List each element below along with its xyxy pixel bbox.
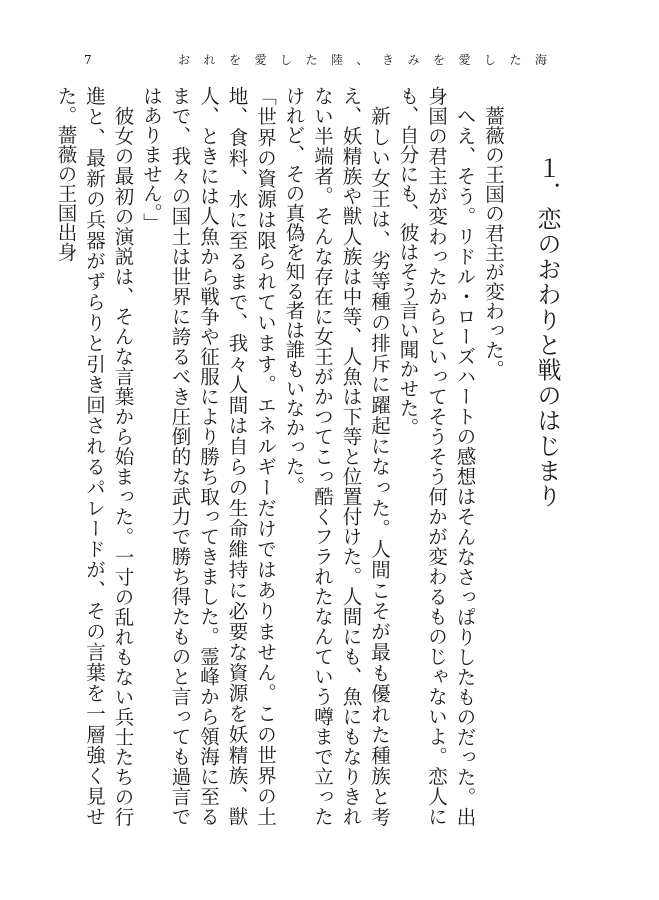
paragraph: 薔薇の王国の君主が変わった。 xyxy=(482,105,505,379)
page-number: 7 xyxy=(84,53,92,67)
paragraph-quote: 「世界の資源は限られています。エネルギーだけではありません。この世界の土地、食料、水に至るまで、我々人間は自らの生命維持に必要な資源を妖精族、獣人、ときには人魚から戦争や征服により勝ち取ってきました。霊峰から領海に至るまで、我々の国土は世界に誇るべき圧倒的な武力で勝ち得たものと言っても過言ではありません。」 xyxy=(140,86,277,826)
paragraph: 新しい女王は、劣等種の排斥に躍起になった。人間こそが最も優れた種族と考え、妖精族や獣人族は中等、人魚は下等と位置付けた。人間にも、魚にもなりきれない半端者。そんな存在に女王がかつてこっ酷くフラれたなんていう噂まで立ったけれど、その真偽を知る者は誰もいなかった。 xyxy=(282,86,391,826)
chapter-title: １．恋のおわりと戦のはじまり xyxy=(533,156,561,509)
running-header: おれを愛した陸、きみを愛した海 xyxy=(178,53,561,67)
paragraph: 彼女の最初の演説は、そんな言葉から始まった。一寸の乱れもない兵士たちの行進と、最新の兵器がずらりと引き回されるパレードが、その言葉を一層強く見せた。薔薇の王国出身 xyxy=(54,86,135,826)
paragraph: へえ、そう。リドル・ローズハートの感想はそんなさっぱりしたものだった。出身国の君主が変わったからといってそうそう何かが変わるものじゃないよ。恋人にも、自分にも、彼はそう言い聞かせた。 xyxy=(396,86,477,826)
body-text xyxy=(54,86,567,826)
